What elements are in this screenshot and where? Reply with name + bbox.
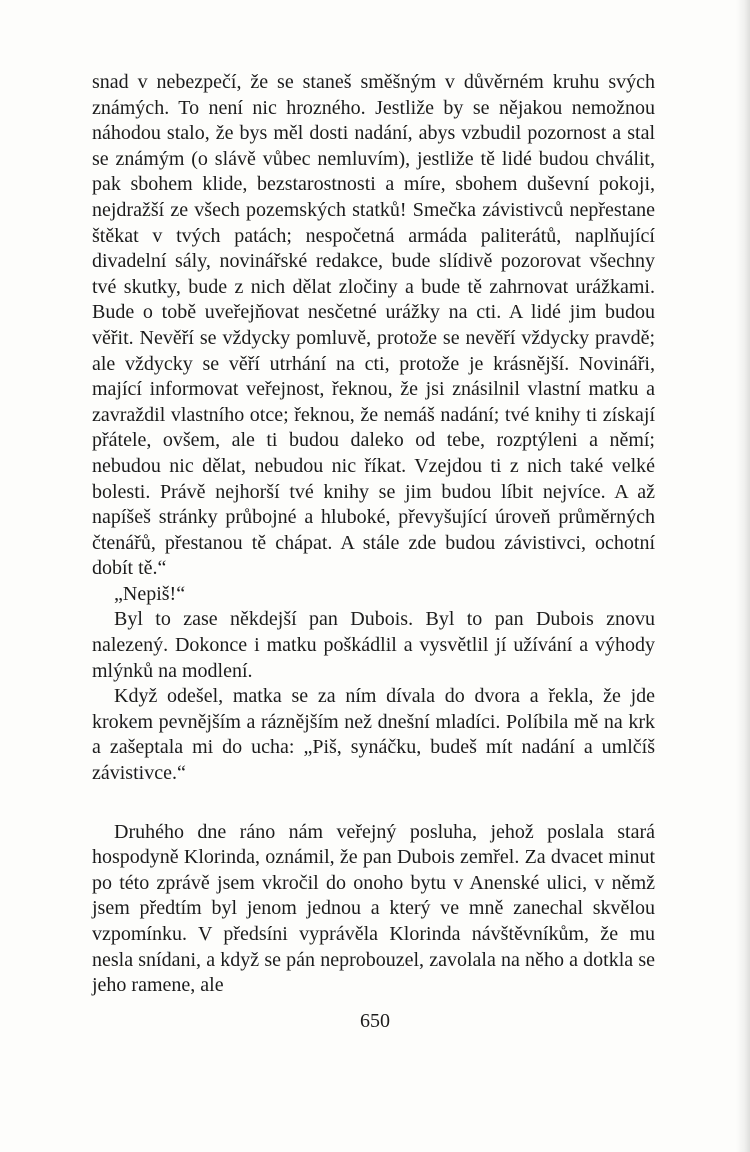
body-text (92, 70, 655, 999)
paragraph-mother: Když odešel, matka se za ním dívala do dvora a řekla, že jde krokem pevnějším a ráznějším než dnešní mladíci. Políbila mě na krk a zašeptala mi do ucha: „Piš, synáčku, budeš mít nadání a umlčíš závistivce.“ (92, 685, 655, 785)
paragraph-dubois: Byl to zase někdejší pan Dubois. Byl to pan Dubois znovu nalezený. Dokonce i matku poškádlil a vysvětlil jí užívání a výhody mlýnků na modlení. (92, 608, 655, 682)
section-break (92, 787, 655, 820)
paragraph-continuation: snad v nebezpečí, že se staneš směšným v důvěrném kruhu svých známých. To není nic hrozného. Jestliže by se nějakou nemožnou náhodou stalo, že bys měl dosti nadání, abys vzbudil pozornost a stal se známým (o slávě vůbec nemluvím), jestliže tě lidé budou chválit, pak sbohem klide, bezstarostnosti a míre, sbohem duševní pokoji, nejdražší ze všech pozemských statků! Smečka závistivců nepřestane štěkat v tvých patách; nespočetná armáda paliterátů, naplňující divadelní sály, novinářské redakce, bude slídivě pozorovat všechny tvé skutky, bude z nich dělat zločiny a bude tě zahrnovat urážkami. Bude o tobě uveřejňovat nesčetné urážky na cti. A lidé jim budou věřit. Nevěří se vždycky pomluvě, protože se nevěří vždycky pravdě; ale vždycky se věří utrhání na cti, protože je krásnější. Novináři, mající informovat veřejnost, řeknou, že jsi znásilnil vlastní matku a zavraždil vlastního otce; řeknou, že nemáš nadání; tvé knihy ti získají přátele, ovšem, ale ti budou daleko od tebe, rozptýleni a němí; nebudou nic dělat, nebudou nic říkat. Vzejdou ti z nich také velké bolesti. Právě nejhorší tvé knihy se jim budou líbit nejvíce. A až napíšeš stránky průbojné a hluboké, převyšující úroveň průměrných čtenářů, přestanou tě chápat. A stále zde budou závistivci, ochotní dobít tě.“ (92, 71, 655, 580)
paragraph-next-day: Druhého dne ráno nám veřejný posluha, jehož poslala stará hospodyně Klorinda, oznámil, že pan Dubois zemřel. Za dvacet minut po této zprávě jsem vkročil do onoho bytu v Anenské ulici, v němž jsem předtím byl jenom jednou a který ve mně zanechal skvělou vzpomínku. V předsíni vyprávěla Klorinda návštěvníkům, že mu nesla snídani, a když se pán neprobouzel, zavolala na něho a dotkla se jeho ramene, ale (92, 820, 655, 997)
page-number: 650 (360, 1010, 390, 1032)
page-edge-shadow (736, 0, 750, 1152)
paragraph-quote: „Nepiš!“ (114, 582, 186, 605)
